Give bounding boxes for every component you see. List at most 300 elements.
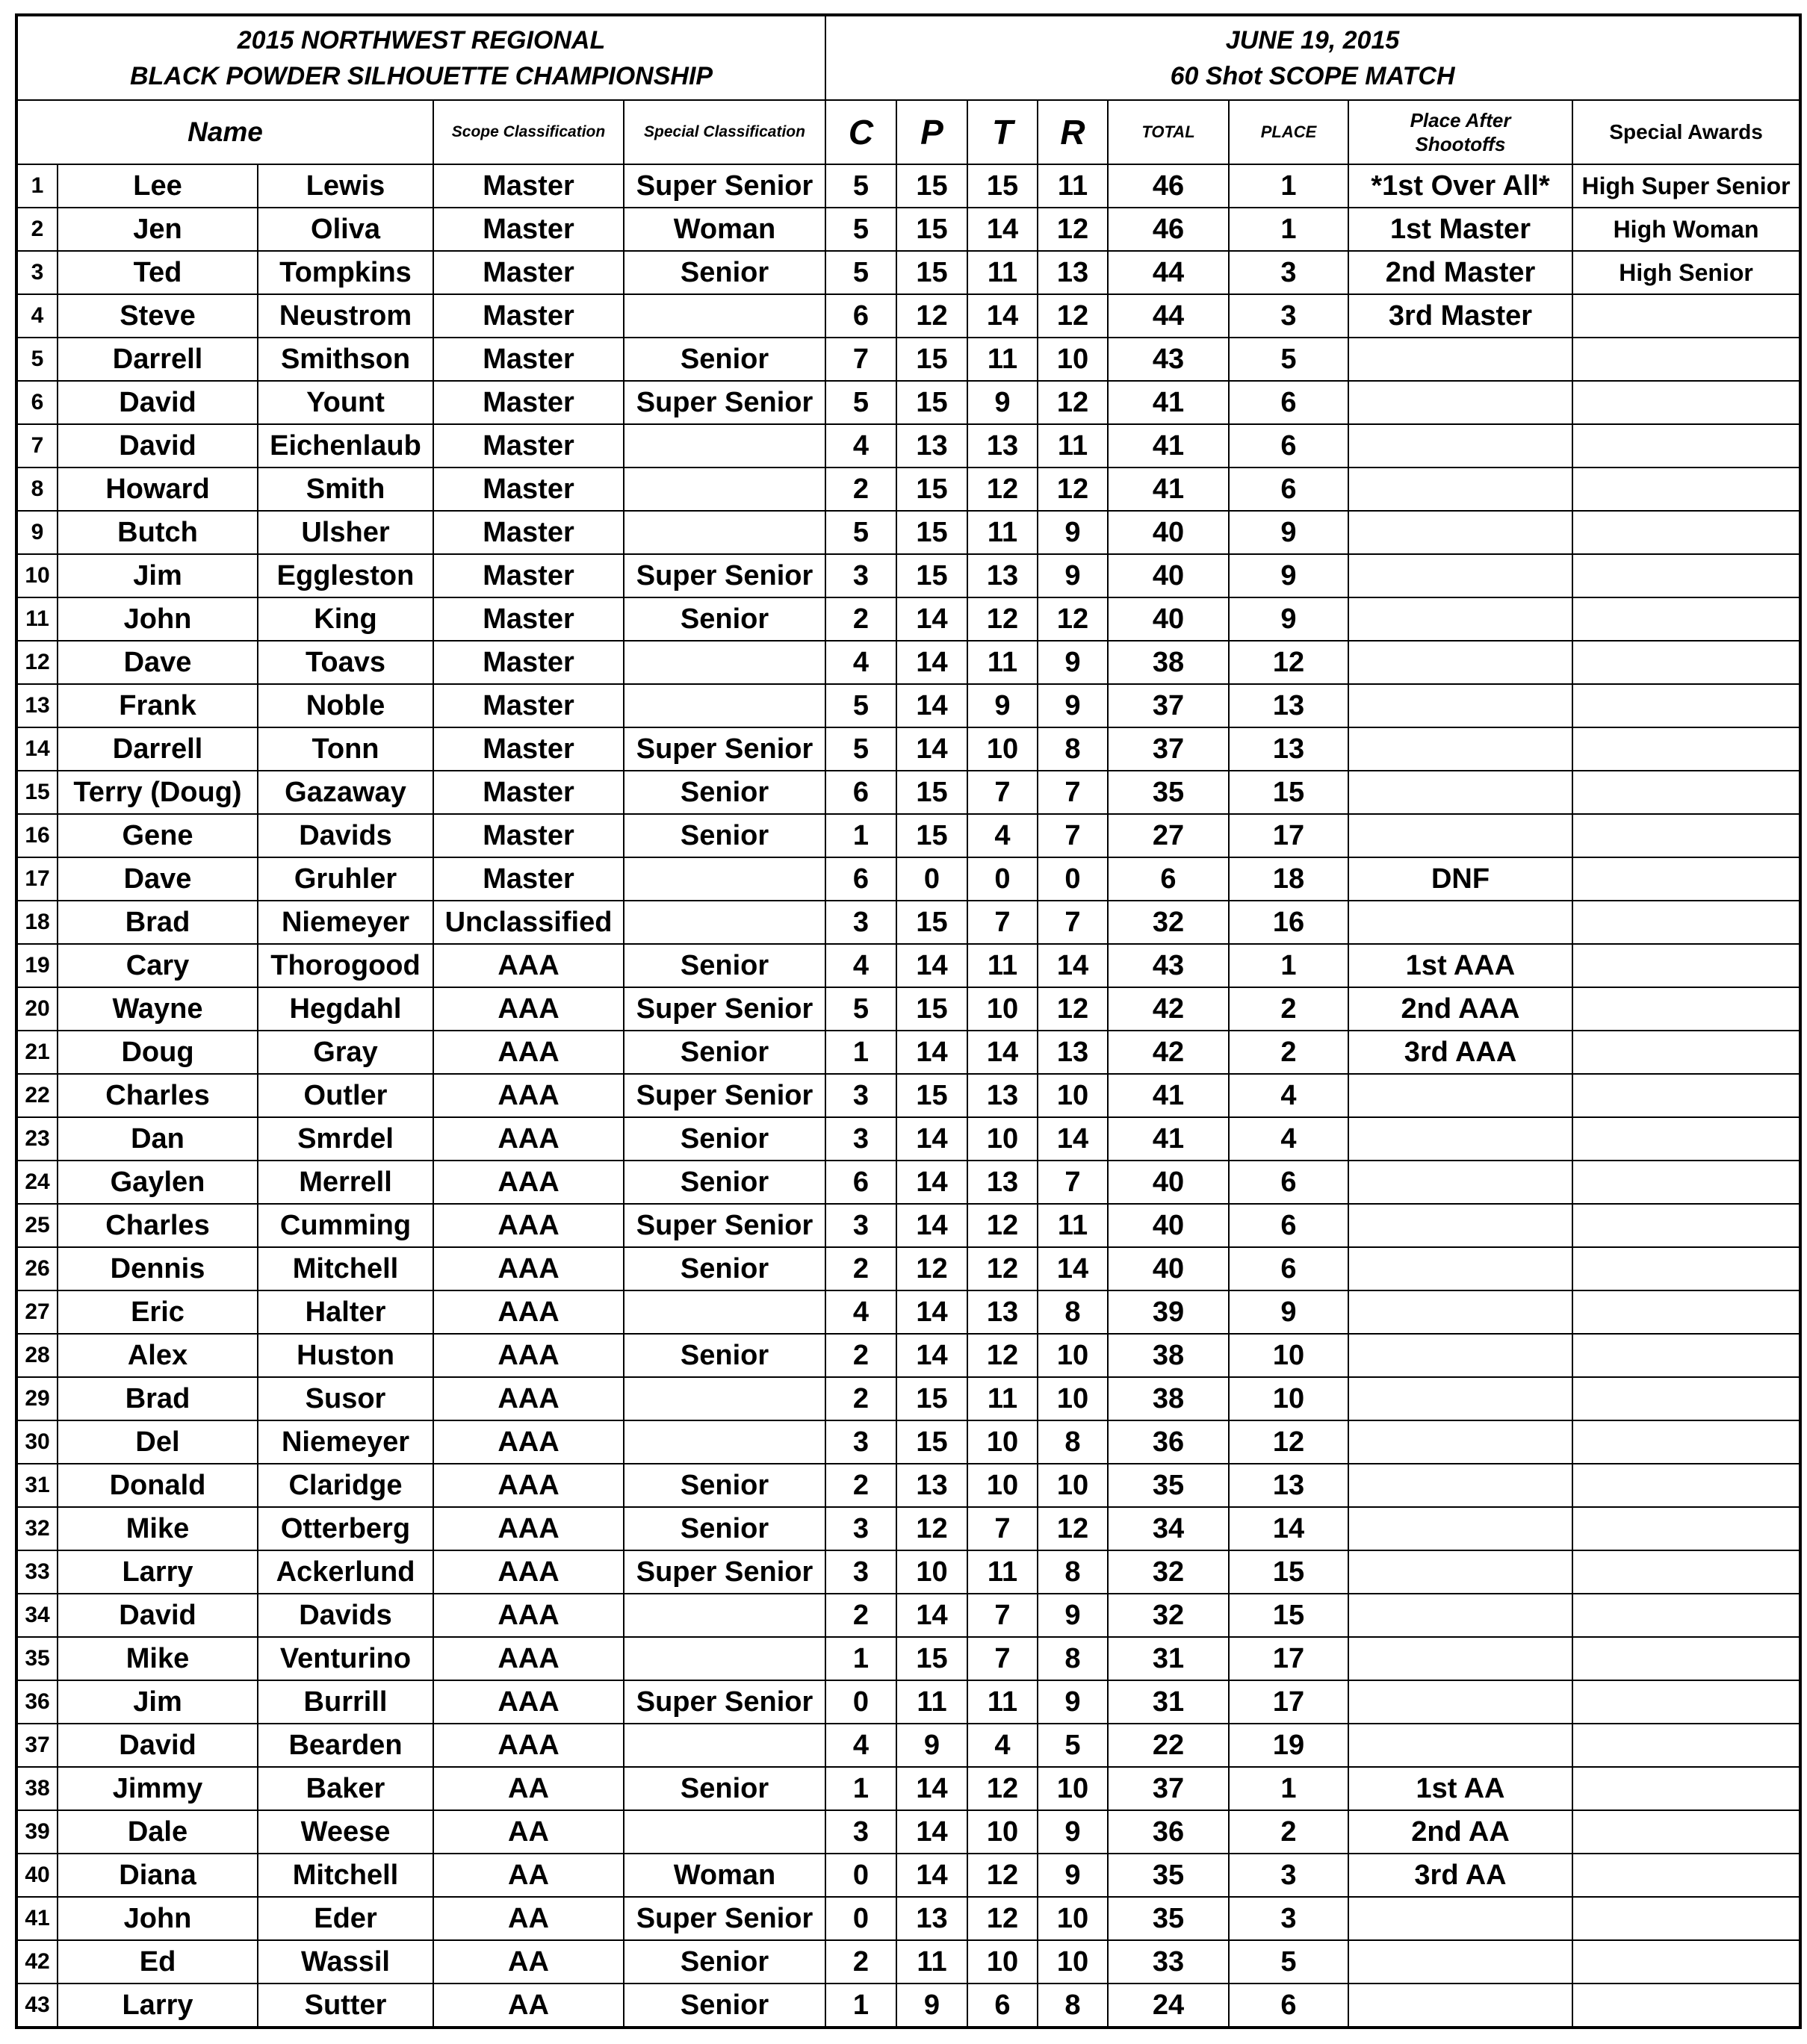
row-number-cell: 28 <box>16 1334 58 1377</box>
t-score-cell: 4 <box>967 1724 1038 1767</box>
table-row <box>16 1550 1800 1594</box>
row-number-cell: 29 <box>16 1377 58 1420</box>
c-score-cell: 4 <box>825 944 896 987</box>
row-number-cell: 32 <box>16 1507 58 1550</box>
r-score-cell: 11 <box>1038 424 1108 467</box>
row-number-cell: 30 <box>16 1420 58 1464</box>
first-name-cell: David <box>58 1724 258 1767</box>
place-after-shootoffs-cell <box>1348 1074 1572 1117</box>
r-score-cell: 11 <box>1038 1204 1108 1247</box>
c-score-cell: 2 <box>825 1377 896 1420</box>
p-score-cell: 15 <box>896 381 967 424</box>
special-award-cell <box>1572 1550 1800 1594</box>
t-score-cell: 10 <box>967 1117 1038 1161</box>
place-cell: 3 <box>1229 1854 1348 1897</box>
t-score-cell: 12 <box>967 597 1038 641</box>
special-classification-cell: Senior <box>624 1464 825 1507</box>
p-score-cell: 14 <box>896 1854 967 1897</box>
r-score-cell: 8 <box>1038 1420 1108 1464</box>
total-cell: 31 <box>1108 1680 1229 1724</box>
scope-classification-cell: Master <box>433 597 624 641</box>
scope-classification-cell: AA <box>433 1984 624 2028</box>
t-score-cell: 13 <box>967 1074 1038 1117</box>
row-number-cell: 7 <box>16 424 58 467</box>
first-name-cell: Larry <box>58 1984 258 2028</box>
last-name-cell: Wassil <box>258 1940 433 1984</box>
first-name-cell: Cary <box>58 944 258 987</box>
last-name-cell: Niemeyer <box>258 901 433 944</box>
place-after-shootoffs-cell <box>1348 684 1572 727</box>
t-score-cell: 7 <box>967 901 1038 944</box>
row-number-cell: 8 <box>16 467 58 511</box>
row-number-cell: 35 <box>16 1637 58 1680</box>
r-score-cell: 12 <box>1038 467 1108 511</box>
first-name-cell: Mike <box>58 1507 258 1550</box>
r-score-cell: 8 <box>1038 1550 1108 1594</box>
scope-classification-cell: AAA <box>433 987 624 1031</box>
last-name-cell: Venturino <box>258 1637 433 1680</box>
total-cell: 32 <box>1108 1550 1229 1594</box>
last-name-cell: Tonn <box>258 727 433 771</box>
c-score-cell: 3 <box>825 1507 896 1550</box>
first-name-cell: Jen <box>58 208 258 251</box>
t-score-cell: 9 <box>967 381 1038 424</box>
row-number-cell: 16 <box>16 814 58 857</box>
place-cell: 10 <box>1229 1334 1348 1377</box>
r-score-cell: 10 <box>1038 338 1108 381</box>
place-cell: 13 <box>1229 684 1348 727</box>
row-number-cell: 14 <box>16 727 58 771</box>
scope-classification-cell: Master <box>433 208 624 251</box>
first-name-cell: John <box>58 597 258 641</box>
table-row <box>16 1897 1800 1940</box>
place-cell: 6 <box>1229 1984 1348 2028</box>
first-name-cell: Gene <box>58 814 258 857</box>
last-name-cell: Gazaway <box>258 771 433 814</box>
place-after-shootoffs-cell <box>1348 1550 1572 1594</box>
c-score-cell: 3 <box>825 1117 896 1161</box>
place-after-shootoffs-cell <box>1348 727 1572 771</box>
r-score-cell: 10 <box>1038 1767 1108 1810</box>
special-classification-cell: Super Senior <box>624 727 825 771</box>
c-score-cell: 6 <box>825 857 896 901</box>
r-score-cell: 5 <box>1038 1724 1108 1767</box>
place-cell: 2 <box>1229 1810 1348 1854</box>
r-score-cell: 10 <box>1038 1897 1108 1940</box>
table-row <box>16 338 1800 381</box>
title-row <box>16 15 1800 100</box>
first-name-cell: Lee <box>58 164 258 208</box>
place-cell: 9 <box>1229 554 1348 597</box>
table-row <box>16 901 1800 944</box>
table-row <box>16 1810 1800 1854</box>
place-cell: 18 <box>1229 857 1348 901</box>
special-award-cell <box>1572 1594 1800 1637</box>
last-name-cell: Oliva <box>258 208 433 251</box>
scope-classification-cell: Master <box>433 511 624 554</box>
p-score-cell: 15 <box>896 164 967 208</box>
place-cell: 2 <box>1229 987 1348 1031</box>
place-after-shootoffs-cell <box>1348 1637 1572 1680</box>
special-award-cell <box>1572 1854 1800 1897</box>
table-row <box>16 1074 1800 1117</box>
col-header-special-classification: Special Classification <box>624 100 825 164</box>
table-row <box>16 1290 1800 1334</box>
table-row <box>16 1854 1800 1897</box>
place-after-shootoffs-cell <box>1348 424 1572 467</box>
p-score-cell: 15 <box>896 987 967 1031</box>
place-after-shootoffs-cell: 3rd Master <box>1348 294 1572 338</box>
first-name-cell: Del <box>58 1420 258 1464</box>
total-cell: 33 <box>1108 1940 1229 1984</box>
row-number-cell: 22 <box>16 1074 58 1117</box>
scope-classification-cell: AAA <box>433 944 624 987</box>
t-score-cell: 12 <box>967 1247 1038 1290</box>
place-cell: 13 <box>1229 1464 1348 1507</box>
total-cell: 42 <box>1108 1031 1229 1074</box>
special-classification-cell <box>624 857 825 901</box>
p-score-cell: 15 <box>896 901 967 944</box>
special-award-cell <box>1572 1680 1800 1724</box>
t-score-cell: 10 <box>967 987 1038 1031</box>
p-score-cell: 15 <box>896 554 967 597</box>
last-name-cell: Eichenlaub <box>258 424 433 467</box>
scope-classification-cell: AAA <box>433 1680 624 1724</box>
first-name-cell: Wayne <box>58 987 258 1031</box>
place-cell: 5 <box>1229 338 1348 381</box>
special-award-cell <box>1572 294 1800 338</box>
match-type: 60 Shot SCOPE MATCH <box>1170 61 1455 90</box>
first-name-cell: Ed <box>58 1940 258 1984</box>
p-score-cell: 14 <box>896 1810 967 1854</box>
last-name-cell: Cumming <box>258 1204 433 1247</box>
row-number-cell: 11 <box>16 597 58 641</box>
t-score-cell: 10 <box>967 1810 1038 1854</box>
row-number-cell: 24 <box>16 1161 58 1204</box>
special-award-cell <box>1572 814 1800 857</box>
col-header-place: PLACE <box>1229 100 1348 164</box>
p-score-cell: 14 <box>896 684 967 727</box>
scope-classification-cell: AAA <box>433 1507 624 1550</box>
place-cell: 1 <box>1229 1767 1348 1810</box>
special-award-cell <box>1572 1334 1800 1377</box>
row-number-cell: 5 <box>16 338 58 381</box>
special-award-cell: High Senior <box>1572 251 1800 294</box>
first-name-cell: Jim <box>58 554 258 597</box>
first-name-cell: Dave <box>58 857 258 901</box>
special-award-cell <box>1572 1204 1800 1247</box>
t-score-cell: 11 <box>967 1377 1038 1420</box>
table-row <box>16 1940 1800 1984</box>
row-number-cell: 17 <box>16 857 58 901</box>
scope-classification-cell: Master <box>433 164 624 208</box>
scope-classification-cell: AAA <box>433 1594 624 1637</box>
place-cell: 1 <box>1229 164 1348 208</box>
place-after-shootoffs-cell <box>1348 1507 1572 1550</box>
last-name-cell: Hegdahl <box>258 987 433 1031</box>
row-number-cell: 1 <box>16 164 58 208</box>
r-score-cell: 9 <box>1038 511 1108 554</box>
total-cell: 44 <box>1108 294 1229 338</box>
first-name-cell: Larry <box>58 1550 258 1594</box>
place-after-shootoffs-cell <box>1348 1940 1572 1984</box>
scope-classification-cell: AAA <box>433 1334 624 1377</box>
special-classification-cell: Senior <box>624 944 825 987</box>
last-name-cell: Susor <box>258 1377 433 1420</box>
t-score-cell: 9 <box>967 684 1038 727</box>
special-classification-cell <box>624 511 825 554</box>
scope-classification-cell: Master <box>433 771 624 814</box>
last-name-cell: Tompkins <box>258 251 433 294</box>
total-cell: 41 <box>1108 1074 1229 1117</box>
place-cell: 15 <box>1229 1594 1348 1637</box>
special-classification-cell: Super Senior <box>624 164 825 208</box>
special-award-cell: High Super Senior <box>1572 164 1800 208</box>
last-name-cell: Huston <box>258 1334 433 1377</box>
row-number-cell: 13 <box>16 684 58 727</box>
t-score-cell: 7 <box>967 1594 1038 1637</box>
first-name-cell: Charles <box>58 1204 258 1247</box>
r-score-cell: 10 <box>1038 1940 1108 1984</box>
row-number-cell: 15 <box>16 771 58 814</box>
r-score-cell: 9 <box>1038 684 1108 727</box>
place-cell: 15 <box>1229 1550 1348 1594</box>
place-cell: 6 <box>1229 1161 1348 1204</box>
special-classification-cell <box>624 1594 825 1637</box>
total-cell: 46 <box>1108 164 1229 208</box>
table-row <box>16 727 1800 771</box>
place-after-shootoffs-cell <box>1348 511 1572 554</box>
last-name-cell: King <box>258 597 433 641</box>
table-row <box>16 511 1800 554</box>
r-score-cell: 8 <box>1038 1637 1108 1680</box>
place-cell: 17 <box>1229 814 1348 857</box>
table-row <box>16 1117 1800 1161</box>
p-score-cell: 12 <box>896 1247 967 1290</box>
table-row <box>16 164 1800 208</box>
place-after-shootoffs-cell <box>1348 1420 1572 1464</box>
row-number-cell: 10 <box>16 554 58 597</box>
special-award-cell <box>1572 857 1800 901</box>
table-row <box>16 1161 1800 1204</box>
p-score-cell: 14 <box>896 1031 967 1074</box>
last-name-cell: Otterberg <box>258 1507 433 1550</box>
r-score-cell: 8 <box>1038 1290 1108 1334</box>
p-score-cell: 9 <box>896 1984 967 2028</box>
row-number-cell: 12 <box>16 641 58 684</box>
place-cell: 19 <box>1229 1724 1348 1767</box>
table-row <box>16 987 1800 1031</box>
first-name-cell: Mike <box>58 1637 258 1680</box>
p-score-cell: 10 <box>896 1550 967 1594</box>
special-classification-cell: Senior <box>624 1984 825 2028</box>
table-row <box>16 1507 1800 1550</box>
first-name-cell: David <box>58 381 258 424</box>
p-score-cell: 11 <box>896 1680 967 1724</box>
t-score-cell: 6 <box>967 1984 1038 2028</box>
first-name-cell: Frank <box>58 684 258 727</box>
row-number-cell: 23 <box>16 1117 58 1161</box>
r-score-cell: 12 <box>1038 294 1108 338</box>
match-date: JUNE 19, 2015 <box>1225 25 1400 55</box>
special-classification-cell <box>624 1724 825 1767</box>
row-number-cell: 2 <box>16 208 58 251</box>
p-score-cell: 14 <box>896 727 967 771</box>
row-number-cell: 26 <box>16 1247 58 1290</box>
c-score-cell: 5 <box>825 684 896 727</box>
t-score-cell: 14 <box>967 294 1038 338</box>
c-score-cell: 2 <box>825 1464 896 1507</box>
special-award-cell <box>1572 1940 1800 1984</box>
place-cell: 3 <box>1229 294 1348 338</box>
last-name-cell: Ulsher <box>258 511 433 554</box>
special-classification-cell <box>624 1377 825 1420</box>
first-name-cell: Jimmy <box>58 1767 258 1810</box>
col-header-c: C <box>825 100 896 164</box>
r-score-cell: 14 <box>1038 1247 1108 1290</box>
special-classification-cell: Woman <box>624 1854 825 1897</box>
place-cell: 1 <box>1229 208 1348 251</box>
p-score-cell: 13 <box>896 1464 967 1507</box>
total-cell: 40 <box>1108 1247 1229 1290</box>
special-classification-cell: Senior <box>624 251 825 294</box>
p-score-cell: 14 <box>896 1334 967 1377</box>
last-name-cell: Davids <box>258 814 433 857</box>
scope-classification-cell: AA <box>433 1810 624 1854</box>
scope-classification-cell: AA <box>433 1940 624 1984</box>
total-cell: 39 <box>1108 1290 1229 1334</box>
special-classification-cell: Super Senior <box>624 554 825 597</box>
first-name-cell: Doug <box>58 1031 258 1074</box>
p-score-cell: 14 <box>896 1767 967 1810</box>
special-award-cell <box>1572 987 1800 1031</box>
scope-classification-cell: Master <box>433 251 624 294</box>
row-number-cell: 27 <box>16 1290 58 1334</box>
total-cell: 41 <box>1108 381 1229 424</box>
t-score-cell: 7 <box>967 771 1038 814</box>
special-classification-cell <box>624 641 825 684</box>
col-header-special-awards: Special Awards <box>1572 100 1800 164</box>
place-cell: 9 <box>1229 1290 1348 1334</box>
scope-classification-cell: AAA <box>433 1161 624 1204</box>
special-classification-cell: Senior <box>624 1031 825 1074</box>
r-score-cell: 10 <box>1038 1334 1108 1377</box>
scope-classification-cell: AAA <box>433 1117 624 1161</box>
total-cell: 37 <box>1108 1767 1229 1810</box>
special-award-cell <box>1572 901 1800 944</box>
results-body <box>16 164 1800 2028</box>
total-cell: 35 <box>1108 771 1229 814</box>
r-score-cell: 7 <box>1038 771 1108 814</box>
scope-classification-cell: Master <box>433 857 624 901</box>
place-after-shootoffs-cell <box>1348 597 1572 641</box>
table-row <box>16 1377 1800 1420</box>
place-cell: 17 <box>1229 1637 1348 1680</box>
place-cell: 4 <box>1229 1074 1348 1117</box>
r-score-cell: 12 <box>1038 208 1108 251</box>
special-award-cell <box>1572 1984 1800 2028</box>
t-score-cell: 12 <box>967 467 1038 511</box>
scope-classification-cell: AAA <box>433 1074 624 1117</box>
special-classification-cell <box>624 1637 825 1680</box>
t-score-cell: 10 <box>967 1940 1038 1984</box>
p-score-cell: 14 <box>896 1290 967 1334</box>
t-score-cell: 11 <box>967 251 1038 294</box>
c-score-cell: 1 <box>825 1984 896 2028</box>
place-after-shootoffs-cell: 1st AAA <box>1348 944 1572 987</box>
special-classification-cell <box>624 1290 825 1334</box>
first-name-cell: Donald <box>58 1464 258 1507</box>
t-score-cell: 7 <box>967 1637 1038 1680</box>
special-classification-cell <box>624 1420 825 1464</box>
c-score-cell: 0 <box>825 1680 896 1724</box>
scope-classification-cell: Master <box>433 467 624 511</box>
c-score-cell: 6 <box>825 771 896 814</box>
last-name-cell: Noble <box>258 684 433 727</box>
last-name-cell: Halter <box>258 1290 433 1334</box>
t-score-cell: 13 <box>967 1161 1038 1204</box>
place-cell: 12 <box>1229 641 1348 684</box>
row-number-cell: 42 <box>16 1940 58 1984</box>
t-score-cell: 15 <box>967 164 1038 208</box>
place-after-shootoffs-cell <box>1348 1290 1572 1334</box>
t-score-cell: 12 <box>967 1854 1038 1897</box>
special-classification-cell: Senior <box>624 1767 825 1810</box>
first-name-cell: David <box>58 424 258 467</box>
c-score-cell: 4 <box>825 641 896 684</box>
table-row <box>16 1464 1800 1507</box>
place-after-shootoffs-cell <box>1348 814 1572 857</box>
col-header-place-after-shootoffs <box>1348 100 1572 164</box>
table-row <box>16 1031 1800 1074</box>
r-score-cell: 7 <box>1038 814 1108 857</box>
special-classification-cell: Senior <box>624 771 825 814</box>
p-score-cell: 14 <box>896 641 967 684</box>
special-award-cell <box>1572 597 1800 641</box>
c-score-cell: 1 <box>825 814 896 857</box>
special-classification-cell: Super Senior <box>624 1550 825 1594</box>
row-number-cell: 41 <box>16 1897 58 1940</box>
place-after-shootoffs-cell: 2nd Master <box>1348 251 1572 294</box>
place-after-shootoffs-cell <box>1348 1247 1572 1290</box>
special-classification-cell: Super Senior <box>624 987 825 1031</box>
scope-classification-cell: Master <box>433 338 624 381</box>
last-name-cell: Mitchell <box>258 1854 433 1897</box>
table-row <box>16 381 1800 424</box>
event-title <box>16 15 825 100</box>
t-score-cell: 12 <box>967 1334 1038 1377</box>
place-after-shootoffs-cell <box>1348 554 1572 597</box>
r-score-cell: 12 <box>1038 987 1108 1031</box>
row-number-cell: 19 <box>16 944 58 987</box>
place-after-shootoffs-cell <box>1348 641 1572 684</box>
total-cell: 27 <box>1108 814 1229 857</box>
r-score-cell: 9 <box>1038 1854 1108 1897</box>
last-name-cell: Davids <box>258 1594 433 1637</box>
table-row <box>16 857 1800 901</box>
c-score-cell: 3 <box>825 1810 896 1854</box>
scope-classification-cell: Master <box>433 814 624 857</box>
r-score-cell: 9 <box>1038 1680 1108 1724</box>
t-score-cell: 12 <box>967 1897 1038 1940</box>
table-row <box>16 771 1800 814</box>
scope-classification-cell: AAA <box>433 1377 624 1420</box>
r-score-cell: 7 <box>1038 1161 1108 1204</box>
total-cell: 41 <box>1108 1117 1229 1161</box>
special-award-cell <box>1572 1767 1800 1810</box>
total-cell: 46 <box>1108 208 1229 251</box>
c-score-cell: 0 <box>825 1897 896 1940</box>
